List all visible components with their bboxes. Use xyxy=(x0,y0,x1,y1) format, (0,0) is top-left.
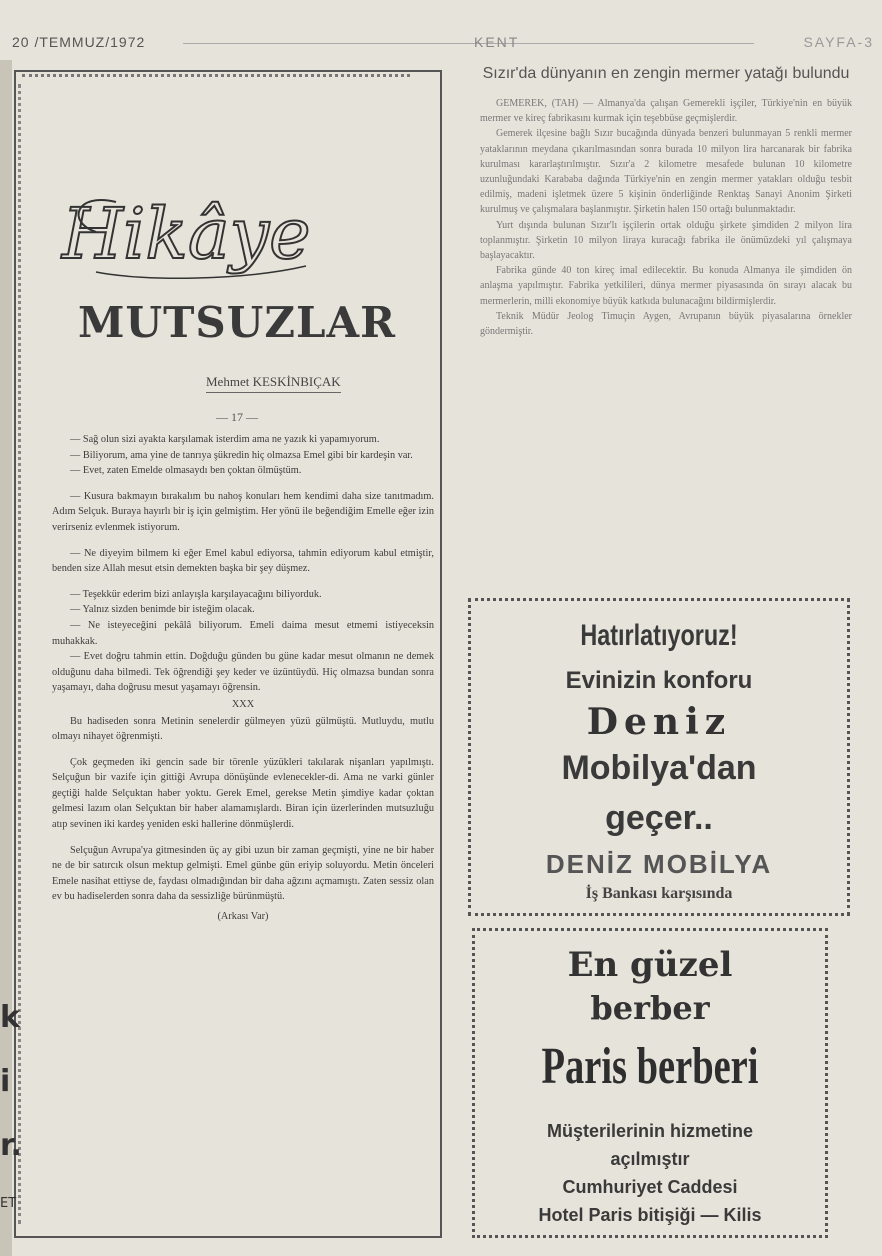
section-separator: XXX xyxy=(231,698,255,710)
edge-letter: r. xyxy=(0,1128,22,1163)
issue-date: 20 /TEMMUZ/1972 xyxy=(12,34,146,50)
continued-note: (Arkası Var) xyxy=(217,911,269,923)
story-paragraph: — Kusura bakmayın bırakalım bu nahoş konuları hem kendimi daha size tanıtmadım. Adım Selçuk. Buraya hayırlı bir iş için gelmiştim. Her yönü ile beğendiğim Emelle eğer izin verirseniz evlenmek istiyorum. xyxy=(52,490,434,533)
story-title: MUTSUZLAR xyxy=(77,298,396,347)
top-dotted-border xyxy=(22,74,410,77)
ad-line: geçer.. xyxy=(605,799,713,837)
page-header xyxy=(8,34,874,54)
story-paragraph: — Evet, zaten Emelde olmasaydı ben çoktan ölmüştüm. xyxy=(70,465,302,477)
news-headline: Sızır'da dünyanın en zengin mermer yatağı bulundu xyxy=(482,65,850,82)
news-paragraph: Teknik Müdür Jeolog Timuçin Aygen, Avrupanın büyük piyasalarına örnekler göndermiştir. xyxy=(480,310,852,338)
news-body xyxy=(480,96,852,339)
story-body xyxy=(52,432,434,925)
hikaye-logo xyxy=(56,162,316,292)
story-paragraph: Bu hadiseden sonra Metinin senelerdir gülmeyen yüzü gülmüştü. Mutluydu, mutlu olmayı nihayet öğrenmişti. xyxy=(52,715,434,743)
paris-berberi-ad xyxy=(472,928,828,1238)
news-paragraph: Yurt dışında bulunan Sızır'lı işçilerin ortak olduğu şirkete şimdiden 2 milyon lira toplanmıştır. Şirketin 10 milyon liraya kuracağı fabrika ile önümüzdeki yıl çalışmaya başlayacaktır. xyxy=(480,219,852,262)
story-paragraph: — Ne isteyeceğini pekâlâ biliyorum. Emeli daima mesut etmemi istiyeceksin muhakkak. xyxy=(52,619,434,647)
news-paragraph: Fabrika günde 40 ton kireç imal edilecektir. Bu konuda Almanya ile şimdiden ön anlaşma yapılmıştır. Fabrika yetkilileri, dünya mermer piyasasında ön sırayı alacak bu mermerlerin, milli ekonomiye büyük katkıda bulunacağını bildirmişlerdir. xyxy=(480,265,852,307)
ad-line: Mobilya'dan xyxy=(561,749,757,787)
deniz-mobilya-ad xyxy=(468,598,850,916)
story-paragraph: — Yalnız sizden benimde bir isteğim olacak. xyxy=(70,604,255,616)
story-paragraph: — Evet doğru tahmin ettin. Doğduğu günden bu güne kadar mesut olmanın ne demek olduğunu daha bilmedi. Tek öğrendiği şey keder ve üzüntüydü. Hiç olmazsa bundan sonra yaşamayı, daha doğrusu mesut yaşamayı öğrensin. xyxy=(52,651,434,694)
svg-text:Hikâye: Hikâye xyxy=(62,193,311,275)
ad-address: Cumhuriyet Caddesi xyxy=(562,1177,738,1197)
edge-letter: i xyxy=(0,1064,11,1099)
story-paragraph: — Sağ olun sizi ayakta karşılamak isterdim ama ne yazık ki yapamıyorum. xyxy=(70,434,380,445)
ad-line: berber xyxy=(590,989,710,1027)
story-paragraph: — Ne diyeyim bilmem ki eğer Emel kabul ediyorsa, tahmin ediyorum kabul etmiştir, benden size Allah mesut etsin demekten başka bir şey düşmez. xyxy=(52,547,434,575)
ad-brand: Paris berberi xyxy=(541,1038,759,1095)
page-number: SAYFA-3 xyxy=(803,34,874,50)
ad-address: Hotel Paris bitişiği — Kilis xyxy=(538,1205,762,1225)
story-paragraph: — Teşekkür ederim bizi anlayışla karşılayacağını biliyorduk. xyxy=(70,588,322,600)
story-author: Mehmet KESKİNBIÇAK xyxy=(206,374,341,393)
edge-letter: k xyxy=(0,1000,20,1035)
ad-line: En güzel xyxy=(567,945,733,985)
episode-number: — 17 — xyxy=(216,410,258,424)
story-paragraph: Selçuğun Avrupa'ya gitmesinden üç ay gibi uzun bir zaman geçmişti, yine ne bir haber ne de bir satırcık olsun mektup gelmişti. Emel günbe gün eriyip soluyordu. Metin önceleri Emele nasihat ettiyse de, faydası olmadığından bir daha ağzını açmamıştı. Zaten sessiz olan ev bu hadiselerden sonra daha da sessizliğe bürünmüştü. xyxy=(52,844,434,903)
news-paragraph: Gemerek ilçesine bağlı Sızır bucağında dünyada benzeri bulunmayan 5 renkli mermer yataklarının meydana çıkarılmasından sonra burada 10 milyon lira harcanarak bir fabrika kurulması kararlaştırılmıştır. Sızır'a 2 kilometre mesafede bulunan 10 kilometre uzunluğundaki Karababa dağında Türkiye'nin en zengin mermer yatakları olduğu tesbit edilmiş, madeni işletmek üzere 5 kişinin önderliğinde Renktaş Sanayi Anonim Şirketi kurulmuş ve çalışmalara başlanmıştır. Şirketin halen 150 ortağı bulunmaktadır. xyxy=(480,128,852,216)
ad-line: Deniz xyxy=(586,701,732,743)
newspaper-name: KENT xyxy=(474,34,520,50)
left-dotted-border xyxy=(18,84,21,1224)
ad-line: Hatırlatıyoruz! xyxy=(580,619,738,652)
edge-letter: ET xyxy=(0,1196,17,1211)
story-paragraph: Çok geçmeden iki gencin sade bir törenle yüzükleri takılarak nişanları yapılmıştı. Selçuğun bir vazife için gittiği Avrupa dönüşünde evlenecekler-di. Ama ne varki günler geçtiği halde Selçuktan haber yoktu. Gerek Emel, gerekse Metin şimdiye kadar çoktan gelmesi lazım olan Selçuktan bir haber alamamışlardı. Biran için üzerlerinden mutsuzluğu atıp sevinen iki kardeş yeniden eski hallerine dönmüşlerdi. xyxy=(52,756,434,831)
header-rule xyxy=(183,43,754,44)
story-paragraph: — Biliyorum, ama yine de tanrıya şükredin hiç olmazsa Emel gibi bir kardeşin var. xyxy=(70,449,413,461)
news-paragraph: GEMEREK, (TAH) — Almanya'da çalışan Gemerekli işçiler, Türkiye'nin en büyük mermer ve kireç fabrikasını kurmak için teşebbüse geçmişlerdir. xyxy=(480,98,852,125)
news-article xyxy=(480,62,852,339)
story-box xyxy=(14,70,442,1238)
ad-line: Müşterilerinin hizmetine xyxy=(546,1121,754,1141)
ad-address: İş Bankası karşısında xyxy=(585,885,733,902)
ad-line: açılmıştır xyxy=(610,1149,690,1169)
ad-brand: DENİZ MOBİLYA xyxy=(545,849,773,879)
ad-line: Evinizin konforu xyxy=(565,667,753,694)
